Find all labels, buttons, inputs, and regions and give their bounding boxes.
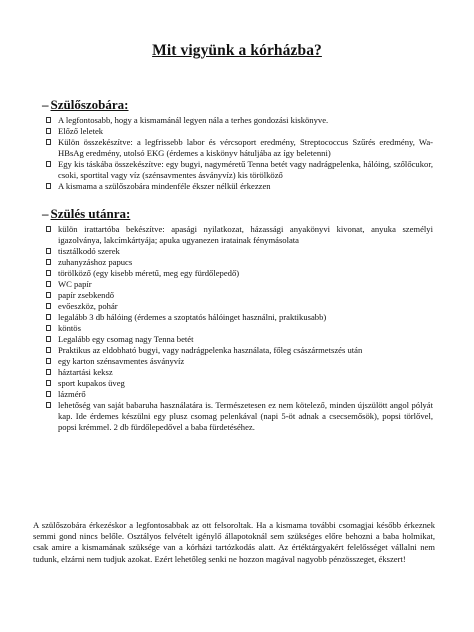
checkbox-bullet-icon [46, 226, 51, 232]
list-item-text: Egy kis táskába összekészítve: egy bugyi, nagyméretű Tenna betét vagy nadrágpelenka, hálóing, szőlőcukor, csoki, sportital vagy víz (szénsavmentes ásványvíz) kis törölköző [58, 159, 433, 180]
list-item [45, 159, 433, 181]
list-item-text: törölköző (egy kisebb méretű, meg egy fürdőlepedő) [58, 268, 240, 278]
list-item [45, 279, 433, 290]
list-item-text: köntös [58, 323, 81, 333]
list-item [45, 137, 433, 159]
checkbox-bullet-icon [46, 281, 51, 287]
list-item [45, 268, 433, 279]
checkbox-bullet-icon [46, 292, 51, 298]
list-item [45, 334, 433, 345]
list-item [45, 257, 433, 268]
list-item-text: lázmérő [58, 389, 86, 399]
checkbox-bullet-icon [46, 117, 51, 123]
list-item [45, 345, 433, 356]
checkbox-bullet-icon [46, 336, 51, 342]
heading-dash: – [42, 206, 49, 221]
section-heading-szuloszobara [42, 97, 129, 113]
list-item-text: legalább 3 db hálóing (érdemes a szoptatós hálóinget használni, praktikusabb) [58, 312, 327, 322]
list-item [45, 367, 433, 378]
list-item-text: Előző leletek [58, 126, 104, 136]
list-item [45, 181, 433, 192]
list-item [45, 290, 433, 301]
list-item-text: sport kupakos üveg [58, 378, 125, 388]
section-heading-text: Szülőszobára: [50, 97, 129, 112]
list-item [45, 323, 433, 334]
checkbox-bullet-icon [46, 314, 51, 320]
checkbox-bullet-icon [46, 402, 51, 408]
closing-paragraph: A szülőszobára érkezéskor a legfontosabbak az ott felsoroltak. Ha a kismama további csomagjai később érkeznek semmi gond nincs belőle. Osztályos felvételt igénylő állapotoknál sem szükséges előre behozni a baba holmikat, csak amire a kismamának szüksége van a kórházi tartózkodás alatt. Az értéktárgyakért felelősséget vállalni nem tudunk, elzárni nem tudjuk azokat. Ezért lehetőleg senki ne hozzon magával nagyobb pénzösszeget, ékszert! [33, 520, 435, 564]
list-item [45, 246, 433, 257]
list-item [45, 356, 433, 367]
list-item-text: A kismama a szülőszobára mindenféle ékszer nélkül érkezzen [58, 181, 271, 191]
checkbox-bullet-icon [46, 358, 51, 364]
checkbox-bullet-icon [46, 380, 51, 386]
section-heading-text: Szülés utánra: [50, 206, 131, 221]
checkbox-bullet-icon [46, 259, 51, 265]
checkbox-bullet-icon [46, 347, 51, 353]
list-item-text: zuhanyzáshoz papucs [58, 257, 133, 267]
list-item [45, 115, 433, 126]
list-item-text: lehetőség van saját babaruha használatára is. Természetesen ez nem kötelező, minden újszülött angol pólyát kap. Ide érdemes készülni egy plusz csomag pelenkával (napi 5-öt adnak a csecsemősök), popsi törlővel, popsi krémmel. 2 db fürdőlepedővel a baba fürdetéséhez. [58, 400, 433, 432]
checkbox-bullet-icon [46, 139, 51, 145]
list-item [45, 400, 433, 433]
list-item [45, 312, 433, 323]
checkbox-bullet-icon [46, 369, 51, 375]
section-heading-szules-utanra [42, 206, 130, 222]
list-item-text: Külön összekészítve: a legfrissebb labor és vércsoport eredmény, Streptococcus Szűrés eredmény, Wa-HBsAg eredmény, utolsó EKG (érdemes a kiskönyv hátuljába az így beletenni) [58, 137, 433, 158]
szules-utanra-list [45, 224, 433, 433]
checkbox-bullet-icon [46, 391, 51, 397]
list-item-text: háztartási keksz [58, 367, 113, 377]
list-item [45, 389, 433, 400]
checkbox-bullet-icon [46, 248, 51, 254]
document-title: Mit vigyünk a kórházba? [152, 42, 322, 59]
checkbox-bullet-icon [46, 325, 51, 331]
list-item-text: tisztálkodó szerek [58, 246, 120, 256]
list-item-text: külön irattartóba bekészítve: apasági nyilatkozat, házassági anyakönyvi kivonat, anyuka személyi igazolványa, lakcímkártyája; apuka ugyanezen iratainak fénymásolata [58, 224, 433, 245]
list-item-text: A legfontosabb, hogy a kismamánál legyen nála a terhes gondozási kiskönyve. [58, 115, 329, 125]
list-item-text: WC papír [58, 279, 92, 289]
list-item [45, 378, 433, 389]
list-item-text: Legalább egy csomag nagy Tenna betét [58, 334, 194, 344]
checkbox-bullet-icon [46, 128, 51, 134]
szuloszobara-list [45, 115, 433, 192]
checkbox-bullet-icon [46, 161, 51, 167]
list-item-text: Praktikus az eldobható bugyi, vagy nadrágpelenka használata, főleg császármetszés után [58, 345, 363, 355]
list-item-text: evőeszköz, pohár [58, 301, 118, 311]
list-item [45, 301, 433, 312]
list-item [45, 126, 433, 137]
checkbox-bullet-icon [46, 270, 51, 276]
checkbox-bullet-icon [46, 183, 51, 189]
list-item-text: egy karton szénsavmentes ásványvíz [58, 356, 185, 366]
heading-dash: – [42, 97, 49, 112]
list-item-text: papír zsebkendő [58, 290, 115, 300]
checkbox-bullet-icon [46, 303, 51, 309]
list-item [45, 224, 433, 246]
